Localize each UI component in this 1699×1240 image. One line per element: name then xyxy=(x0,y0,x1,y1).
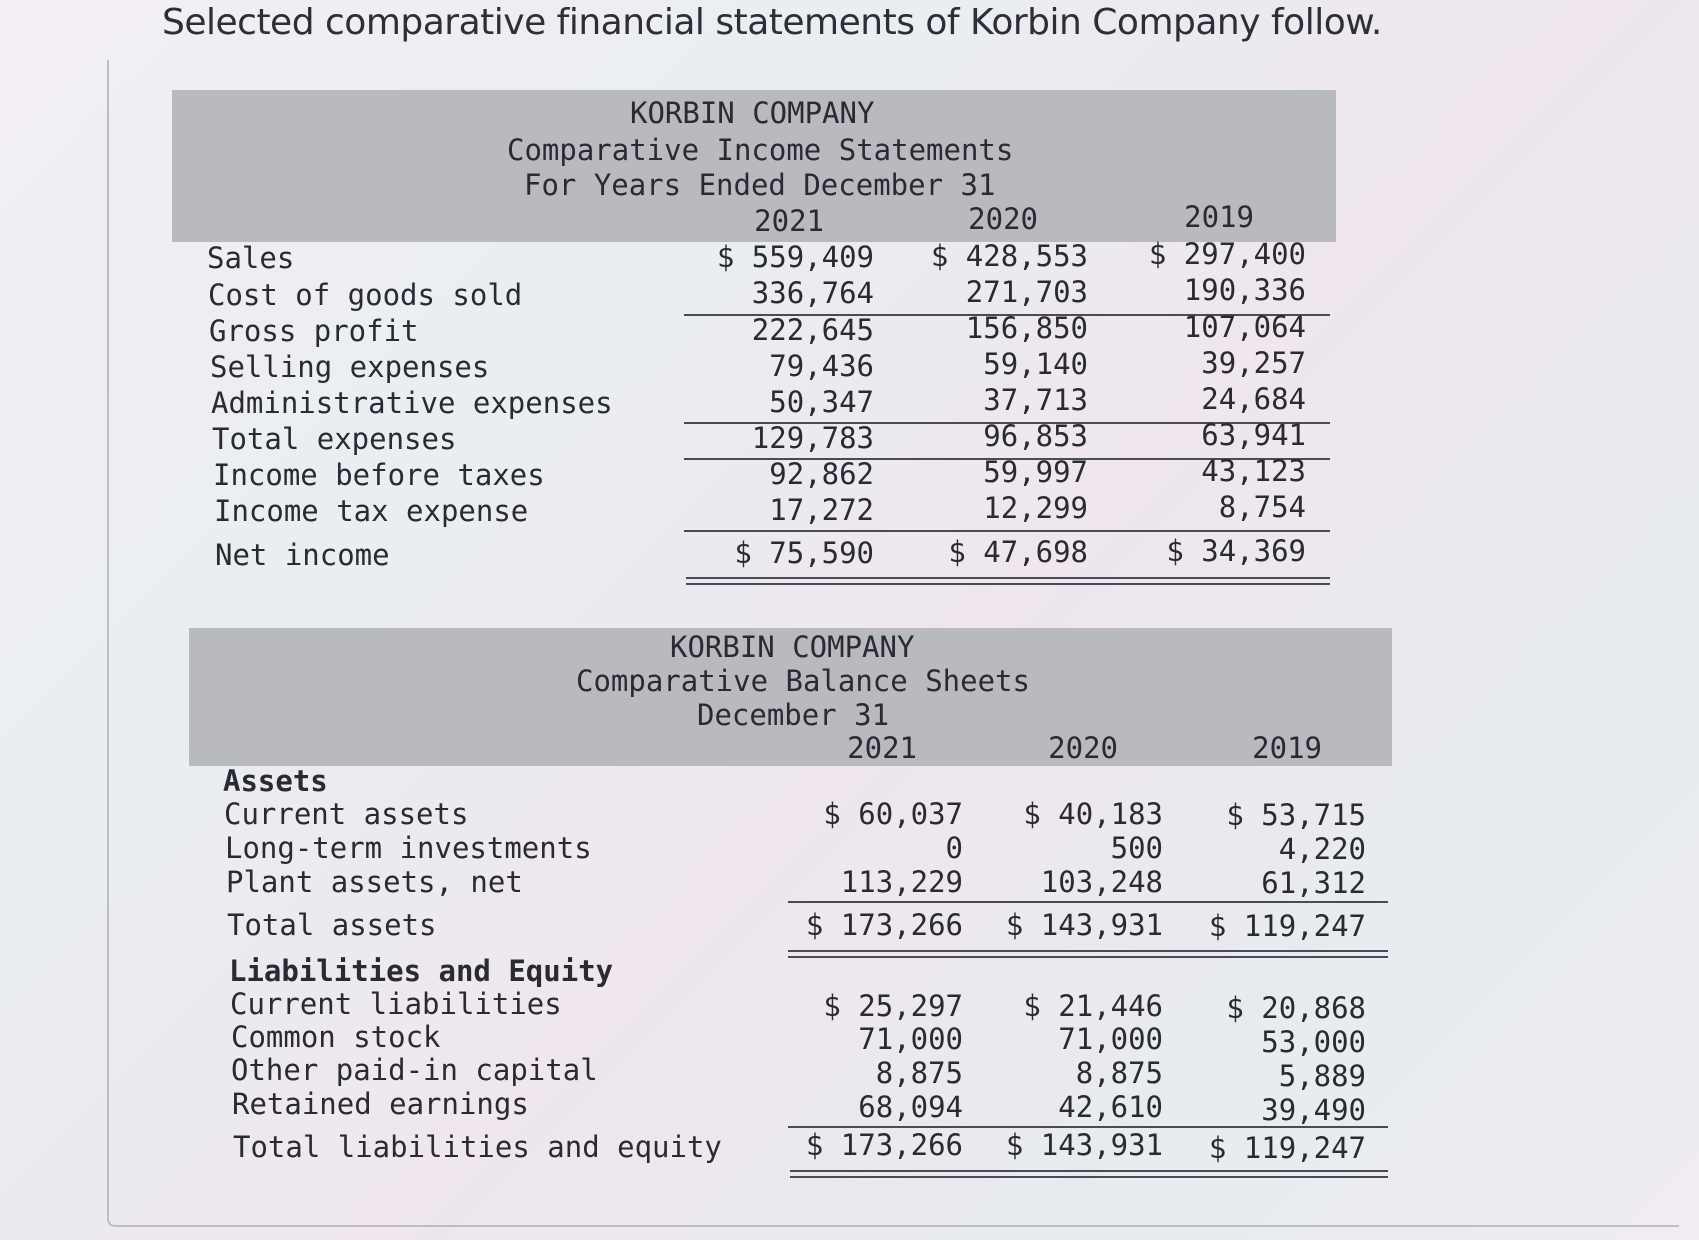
balance-year-2021: 2021 xyxy=(847,731,917,765)
balance-cell: 0 xyxy=(945,831,963,865)
balance-cell: 5,889 xyxy=(1278,1059,1366,1093)
balance-cell: 103,248 xyxy=(1040,865,1163,899)
income-year-2021: 2021 xyxy=(754,204,824,238)
income-row-label: Total expenses xyxy=(212,422,457,456)
balance-cell: 500 xyxy=(1110,831,1163,865)
balance-row-label: Current assets xyxy=(224,797,469,831)
balance-cell: 53,000 xyxy=(1261,1025,1366,1059)
balance-year-2020: 2020 xyxy=(1048,731,1118,765)
income-cell: 24,684 xyxy=(1201,382,1306,416)
income-row-label: Income before taxes xyxy=(213,458,545,492)
intro-text: Selected comparative financial statements of Korbin Company follow. xyxy=(162,2,1382,43)
income-cell: $ 428,553 xyxy=(930,239,1088,273)
balance-total-double-rule xyxy=(790,1170,1388,1178)
income-cell: 63,941 xyxy=(1201,418,1306,452)
income-cell: 43,123 xyxy=(1201,454,1306,488)
income-row-label: Income tax expense xyxy=(214,494,529,528)
liabilities-heading: Liabilities and Equity xyxy=(229,954,614,988)
balance-cell: $ 20,868 xyxy=(1226,991,1366,1025)
balance-row-label: Current liabilities xyxy=(230,987,562,1021)
balance-row-label: Retained earnings xyxy=(232,1087,529,1121)
assets-heading: Assets xyxy=(223,764,328,798)
income-year-2020: 2020 xyxy=(968,202,1038,236)
income-cell: 79,436 xyxy=(769,349,874,383)
income-title: Comparative Income Statements xyxy=(507,133,1014,167)
income-cell: 271,703 xyxy=(965,275,1088,309)
balance-cell: $ 143,931 xyxy=(1005,1128,1163,1162)
balance-subtotal-rule xyxy=(788,901,1388,903)
income-cell: 59,997 xyxy=(983,455,1088,489)
income-cell: 129,783 xyxy=(751,421,874,455)
balance-cell: 8,875 xyxy=(1075,1056,1163,1090)
income-row-label: Sales xyxy=(207,241,295,275)
income-cell: 96,853 xyxy=(983,419,1088,453)
balance-period: December 31 xyxy=(697,698,890,732)
income-cell: 107,064 xyxy=(1183,310,1306,344)
balance-cell: $ 40,183 xyxy=(1023,797,1163,831)
income-row-label: Gross profit xyxy=(209,314,419,348)
balance-cell: $ 21,446 xyxy=(1023,989,1163,1023)
income-row-label: Cost of goods sold xyxy=(208,278,523,312)
balance-cell: $ 119,247 xyxy=(1208,909,1366,943)
income-cell: 37,713 xyxy=(983,383,1088,417)
balance-row-label: Plant assets, net xyxy=(226,865,523,899)
income-cell: 156,850 xyxy=(965,311,1088,345)
balance-year-2019: 2019 xyxy=(1252,731,1322,765)
income-row-label: Net income xyxy=(215,538,390,572)
income-cell: $ 34,369 xyxy=(1166,534,1306,568)
income-period: For Years Ended December 31 xyxy=(524,168,996,202)
balance-cell: 4,220 xyxy=(1278,832,1366,866)
income-cell: $ 297,400 xyxy=(1148,237,1306,271)
income-year-2019: 2019 xyxy=(1184,200,1254,234)
income-cell: $ 47,698 xyxy=(948,535,1088,569)
income-cell: 92,862 xyxy=(769,457,874,491)
income-cell: 8,754 xyxy=(1218,490,1306,524)
balance-row-label: Other paid-in capital xyxy=(231,1053,598,1087)
balance-row-label: Common stock xyxy=(231,1020,441,1054)
balance-cell: $ 119,247 xyxy=(1208,1131,1366,1165)
balance-cell: 61,312 xyxy=(1261,866,1366,900)
balance-cell: 8,875 xyxy=(875,1056,963,1090)
income-cell: 39,257 xyxy=(1201,346,1306,380)
balance-cell: 71,000 xyxy=(858,1022,963,1056)
income-cell: 50,347 xyxy=(769,385,874,419)
income-cell: $ 559,409 xyxy=(716,240,874,274)
balance-row-label: Total assets xyxy=(227,908,437,942)
balance-cell: $ 53,715 xyxy=(1226,798,1366,832)
income-cell: 336,764 xyxy=(751,276,874,310)
balance-cell: $ 173,266 xyxy=(805,908,963,942)
income-company-name: KORBIN COMPANY xyxy=(630,96,875,130)
income-cell: 190,336 xyxy=(1183,273,1306,307)
income-row-label: Selling expenses xyxy=(210,350,490,384)
balance-cell: 42,610 xyxy=(1058,1090,1163,1124)
income-row-label: Administrative expenses xyxy=(211,386,613,420)
balance-cell: 39,490 xyxy=(1261,1093,1366,1127)
balance-cell: $ 143,931 xyxy=(1005,908,1163,942)
balance-row-label: Long-term investments xyxy=(225,831,592,865)
balance-cell: $ 173,266 xyxy=(805,1128,963,1162)
balance-cell: 71,000 xyxy=(1058,1022,1163,1056)
income-cell: 12,299 xyxy=(983,491,1088,525)
balance-cell: $ 25,297 xyxy=(823,989,963,1023)
income-cell: 222,645 xyxy=(751,313,874,347)
balance-cell: 113,229 xyxy=(840,865,963,899)
balance-row-label: Total liabilities and equity xyxy=(233,1130,722,1164)
balance-cell: 68,094 xyxy=(858,1090,963,1124)
income-cell: 59,140 xyxy=(983,347,1088,381)
income-cell: $ 75,590 xyxy=(734,536,874,570)
balance-total-double-rule xyxy=(788,950,1388,958)
balance-company-name: KORBIN COMPANY xyxy=(670,630,915,664)
balance-title: Comparative Balance Sheets xyxy=(576,664,1030,698)
income-cell: 17,272 xyxy=(769,493,874,527)
balance-cell: $ 60,037 xyxy=(823,797,963,831)
